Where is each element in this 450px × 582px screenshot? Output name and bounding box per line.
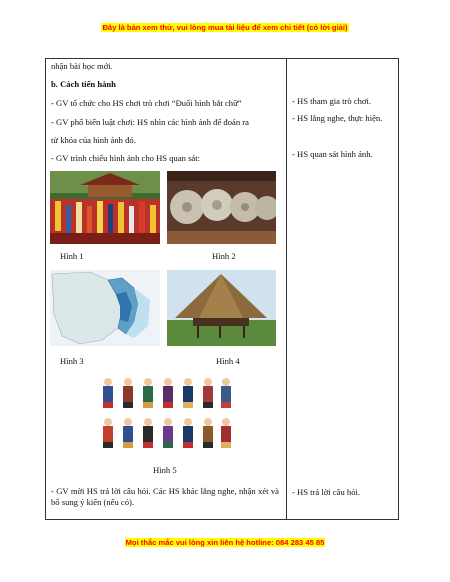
section-heading: b. Cách tiến hành [51,79,116,89]
preview-notice-text: Đây là bản xem thử, vui lòng mua tài liệu để xem chi tiết (có lời giải) [102,23,348,32]
caption-image-5: Hình 5 [153,465,177,475]
caption-image-4: Hình 4 [216,356,240,366]
lesson-table [45,58,399,520]
central-highlands-map [50,270,160,346]
student-activity-join: - HS tham gia trò chơi. [292,96,372,106]
hotline-notice-text: Mọi thắc mắc vui lòng xin liên hệ hotline: 084 283 45 85 [125,538,325,547]
gongs-photo [167,171,276,244]
caption-image-3: Hình 3 [60,356,84,366]
hotline-notice-banner [0,538,450,547]
step-invite-answers: - GV mời HS trả lời câu hỏi. Các HS khác lắng nghe, nhận xét và bổ sung ý kiến (nếu có). [51,486,279,507]
step-show-images: - GV trình chiếu hình ảnh cho HS quan sát: [51,153,201,163]
intro-text: nhận bài học mới. [51,61,113,71]
student-activity-answer: - HS trả lời câu hỏi. [292,487,361,497]
festival-crowd-photo [50,171,160,244]
caption-image-1: Hình 1 [60,251,84,261]
student-activity-observe: - HS quan sát hình ảnh. [292,149,373,159]
communal-house-photo [167,270,276,346]
preview-notice-banner [0,23,450,32]
student-activity-listen: - HS lắng nghe, thực hiện. [292,113,383,123]
step-explain-rules-line1: - GV phổ biến luật chơi: HS nhìn các hình ảnh để đoán ra [51,117,249,127]
step-explain-rules-line2: từ khóa của hình ảnh đó. [51,135,136,145]
caption-image-2: Hình 2 [212,251,236,261]
ethnic-costumes-illustration [98,376,234,456]
step-organize-game: - GV tổ chức cho HS chơi trò chơi “Đuổi hình bắt chữ” [51,98,242,108]
column-divider [286,59,287,519]
